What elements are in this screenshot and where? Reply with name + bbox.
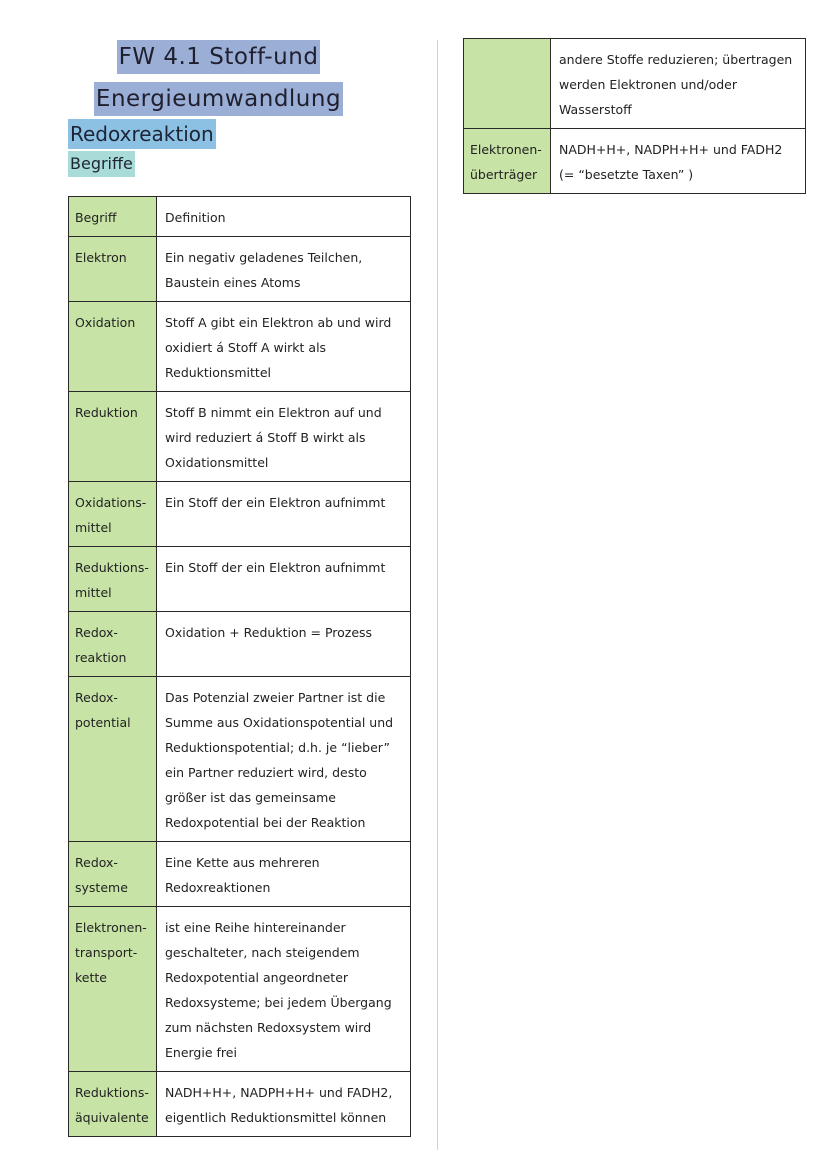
table-row bbox=[69, 547, 411, 612]
term-cell: Oxidations-mittel bbox=[69, 482, 157, 547]
definition-cell: andere Stoffe reduzieren; übertragen werden Elektronen und/oder Wasserstoff bbox=[551, 39, 806, 129]
term-cell: Reduktions-äquivalente bbox=[69, 1072, 157, 1137]
table-row bbox=[69, 677, 411, 842]
definition-cell: Das Potenzial zweier Partner ist die Summe aus Oxidationspotential und Reduktionspotential; d.h. je “lieber” ein Partner reduziert wird, desto größer ist das gemeinsame Redoxpotential bei der Reaktion bbox=[157, 677, 411, 842]
definitions-table bbox=[68, 196, 411, 1137]
term-cell: Elektronen-überträger bbox=[464, 129, 551, 194]
term-cell: Elektronen-transport-kette bbox=[69, 907, 157, 1072]
definition-cell: Oxidation + Reduktion = Prozess bbox=[157, 612, 411, 677]
table-row bbox=[69, 1072, 411, 1137]
definitions-table-continued bbox=[463, 38, 806, 194]
table-row bbox=[69, 907, 411, 1072]
title-line-1: FW 4.1 Stoff-und bbox=[117, 40, 321, 74]
term-cell bbox=[464, 39, 551, 129]
definition-cell: ist eine Reihe hintereinander geschalteter, nach steigendem Redoxpotential angeordneter Redoxsysteme; bei jedem Übergang zum nächsten Redoxsystem wird Energie frei bbox=[157, 907, 411, 1072]
term-cell: Reduktion bbox=[69, 392, 157, 482]
definition-cell: Ein Stoff der ein Elektron aufnimmt bbox=[157, 547, 411, 612]
title-line-2: Energieumwandlung bbox=[94, 82, 343, 116]
header-term: Begriff bbox=[69, 197, 157, 237]
table-row bbox=[69, 842, 411, 907]
table-row bbox=[69, 237, 411, 302]
table-header-row bbox=[69, 197, 411, 237]
term-cell: Elektron bbox=[69, 237, 157, 302]
table-row bbox=[464, 129, 806, 194]
term-cell: Redox-potential bbox=[69, 677, 157, 842]
definition-cell: Eine Kette aus mehreren Redoxreaktionen bbox=[157, 842, 411, 907]
term-cell: Oxidation bbox=[69, 302, 157, 392]
page-title bbox=[0, 40, 437, 116]
definition-cell: NADH+H+, NADPH+H+ und FADH2 (= “besetzte Taxen” ) bbox=[551, 129, 806, 194]
header-definition: Definition bbox=[157, 197, 411, 237]
definition-cell: Ein negativ geladenes Teilchen, Baustein eines Atoms bbox=[157, 237, 411, 302]
term-cell: Reduktions-mittel bbox=[69, 547, 157, 612]
page-divider bbox=[437, 40, 438, 1150]
definition-cell: Stoff B nimmt ein Elektron auf und wird reduziert á Stoff B wirkt als Oxidationsmittel bbox=[157, 392, 411, 482]
term-cell: Redox-reaktion bbox=[69, 612, 157, 677]
table-row bbox=[69, 612, 411, 677]
section-heading: Redoxreaktion bbox=[68, 119, 216, 149]
definition-cell: Stoff A gibt ein Elektron ab und wird oxidiert á Stoff A wirkt als Reduktionsmittel bbox=[157, 302, 411, 392]
table-row bbox=[69, 482, 411, 547]
term-cell: Redox-systeme bbox=[69, 842, 157, 907]
definition-cell: NADH+H+, NADPH+H+ und FADH2, eigentlich Reduktionsmittel können bbox=[157, 1072, 411, 1137]
table-row bbox=[69, 302, 411, 392]
table-row bbox=[69, 392, 411, 482]
definition-cell: Ein Stoff der ein Elektron aufnimmt bbox=[157, 482, 411, 547]
table-row bbox=[464, 39, 806, 129]
subsection-heading: Begriffe bbox=[68, 151, 135, 177]
